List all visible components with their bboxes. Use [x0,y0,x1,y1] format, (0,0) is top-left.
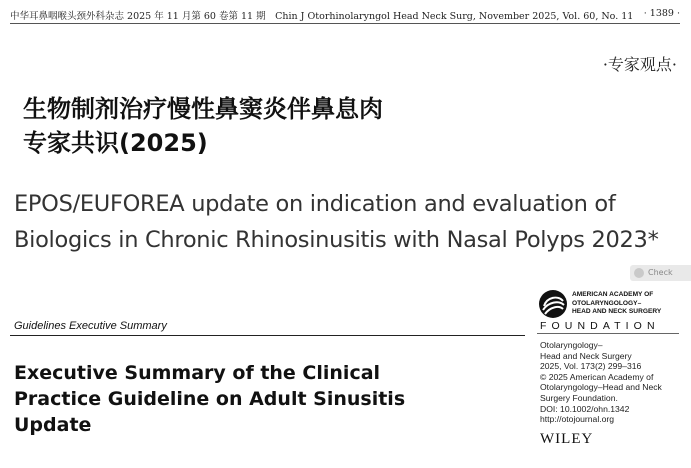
citation-line: Head and Neck Surgery [540,350,632,361]
aao-hns-logo-text [572,291,687,317]
update-icon [634,268,644,278]
doi-line: DOI: 10.1002/ohn.1342 [540,403,630,414]
english-title [14,186,674,258]
page-number: · 1389 · [643,8,680,19]
journal-header [10,6,680,24]
logo-line-3: HEAD AND NECK SURGERY [572,308,662,315]
citation-line: Surgery Foundation. [540,392,618,403]
citation-block [540,340,685,425]
logo-line-1: AMERICAN ACADEMY OF [572,291,654,298]
citation-line: © 2025 American Academy of [540,371,654,382]
english-title-line-1: EPOS/EUFOREA update on indication and evaluation of [14,191,616,217]
citation-line: Otolaryngology–Head and Neck [540,382,662,393]
aao-hns-logo-icon [538,289,568,319]
chinese-title-line-1: 生物制剂治疗慢性鼻窦炎伴鼻息肉 [23,95,383,123]
article-title-line-2: Practice Guideline on Adult Sinusitis [14,388,406,410]
journal-url[interactable]: http://otojournal.org [540,414,615,425]
publisher-logo: WILEY [540,431,594,447]
header-divider [10,335,525,336]
chinese-title-line-2: 专家共识(2025) [23,129,208,157]
section-tag: ·专家观点· [602,55,677,74]
article-type-label: Guidelines Executive Summary [14,320,167,332]
citation-line: 2025, Vol. 173(2) 299–316 [540,361,642,372]
logo-line-2: OTOLARYNGOLOGY– [572,299,642,307]
article-title [14,360,514,438]
chinese-title [23,92,383,160]
logo-foundation: FOUNDATION [540,320,660,332]
article-title-line-3: Update [14,414,92,436]
logo-divider [537,333,679,334]
check-for-updates-badge[interactable]: Check [630,265,691,281]
article-title-line-1: Executive Summary of the Clinical [14,362,381,384]
journal-citation-line: 中华耳鼻咽喉头颈外科杂志 2025 年 11 月第 60 卷第 11 期 Chin J Otorhinolaryngol Head Neck Surg, November 2025, Vol. 60, No. 11 [10,11,634,22]
citation-line: Otolaryngology– [540,340,603,350]
english-title-line-2: Biologics in Chronic Rhinosinusitis with Nasal Polyps 2023* [14,227,659,253]
